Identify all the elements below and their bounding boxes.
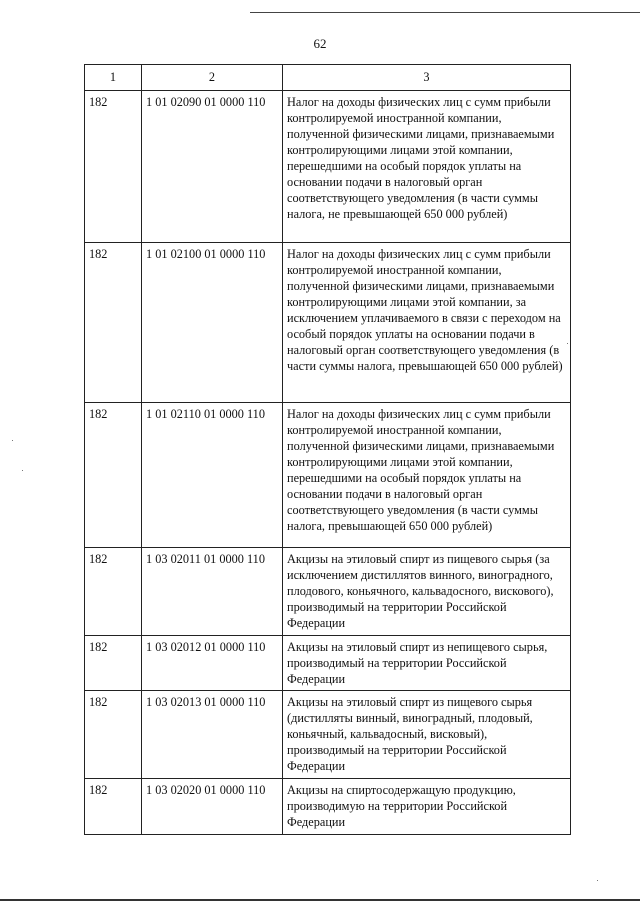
description-cell: Акцизы на этиловый спирт из пищевого сырья (дистилляты винный, виноградный, плодовый, коньячный, кальвадосный, висковый), производимый на территории Российской Федерации [283,691,571,779]
classification-code-cell: 1 03 02020 01 0000 110 [142,779,283,835]
table-row [85,403,571,548]
column-header-2: 2 [142,65,283,91]
admin-code-cell: 182 [85,243,142,403]
page-number: 62 [313,36,327,51]
table-header-row [85,65,571,91]
table-row [85,636,571,691]
table-row [85,243,571,403]
scan-speck [567,343,568,344]
description-cell: Акцизы на этиловый спирт из пищевого сырья (за исключением дистиллятов винного, виноградного, плодового, коньячного, кальвадосного, вискового), производимый на территории Российской Федерации [283,548,571,636]
description-cell: Налог на доходы физических лиц с сумм прибыли контролируемой иностранной компании, полученной физическими лицами, признаваемыми контролирующими лицами этой компании, перешедшими на особый порядок уплаты на основании подачи в налоговый орган соответствующего уведомления (в части суммы налога, не превышающей 650 000 рублей) [283,91,571,243]
classification-code-cell: 1 03 02013 01 0000 110 [142,691,283,779]
table-row [85,548,571,636]
classification-code-cell: 1 03 02012 01 0000 110 [142,636,283,691]
top-rule [250,12,640,13]
admin-code-cell: 182 [85,691,142,779]
column-header-1: 1 [85,65,142,91]
admin-code-cell: 182 [85,779,142,835]
bottom-rule [0,899,640,901]
admin-code-cell: 182 [85,91,142,243]
description-cell: Налог на доходы физических лиц с сумм прибыли контролируемой иностранной компании, полученной физическими лицами, признаваемыми контролирующими лицами этой компании, за исключением уплачиваемого в связи с переходом на особый порядок уплаты на основании подачи в налоговый орган соответствующего уведомления (в части суммы налога, превышающей 650 000 рублей) [283,243,571,403]
table-row [85,691,571,779]
classification-code-cell: 1 03 02011 01 0000 110 [142,548,283,636]
classification-code-cell: 1 01 02110 01 0000 110 [142,403,283,548]
description-cell: Акцизы на этиловый спирт из непищевого сырья, производимый на территории Российской Федерации [283,636,571,691]
classification-code-cell: 1 01 02090 01 0000 110 [142,91,283,243]
scan-speck [597,880,598,881]
budget-codes-table [84,64,571,835]
table-row [85,779,571,835]
description-cell: Налог на доходы физических лиц с сумм прибыли контролируемой иностранной компании, полученной физическими лицами, признаваемыми контролирующими лицами этой компании, перешедшими на особый порядок уплаты на основании подачи в налоговый орган соответствующего уведомления (в части суммы налога, превышающей 650 000 рублей) [283,403,571,548]
admin-code-cell: 182 [85,403,142,548]
description-cell: Акцизы на спиртосодержащую продукцию, производимую на территории Российской Федерации [283,779,571,835]
table-row [85,91,571,243]
column-header-3: 3 [283,65,571,91]
admin-code-cell: 182 [85,636,142,691]
admin-code-cell: 182 [85,548,142,636]
scan-speck [12,440,13,441]
classification-code-cell: 1 01 02100 01 0000 110 [142,243,283,403]
scan-speck [22,470,23,471]
